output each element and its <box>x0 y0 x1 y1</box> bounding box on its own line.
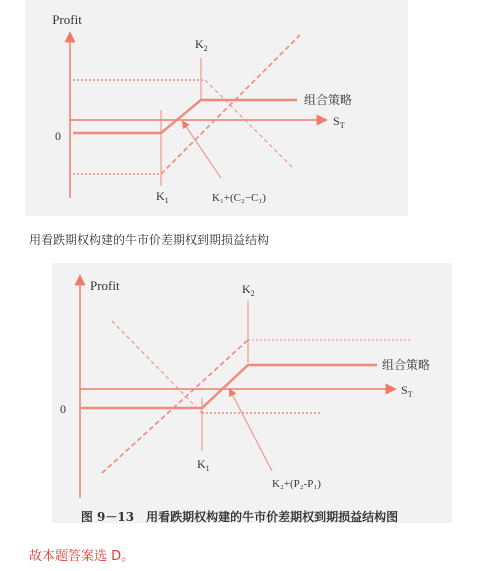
breakeven-label: K₁+(C₂−C₁) <box>212 192 266 204</box>
k2-label: $K_2$ <box>242 282 255 298</box>
zero-label: 0 <box>60 402 66 416</box>
breakeven-pointer <box>183 122 221 178</box>
zero-label: 0 <box>55 129 61 143</box>
payoff-diagram-1 <box>25 0 408 216</box>
long-put-diagonal <box>161 35 300 174</box>
diagram-1 <box>25 0 408 216</box>
caption-1: 用看跌期权构建的牛市价差期权到期损益结构 <box>29 233 270 247</box>
breakeven-label: K₂+(P₂-P₁) <box>272 478 321 490</box>
strategy-label: 组合策略 <box>304 93 353 107</box>
strategy-payoff-line <box>73 100 297 133</box>
y-axis-label: Profit <box>90 278 120 293</box>
k2-label: $K_2$ <box>195 37 208 53</box>
strategy-label: 组合策略 <box>382 358 431 372</box>
k1-label: $K_1$ <box>197 457 210 473</box>
x-axis-label: $S_T$ <box>401 383 413 399</box>
y-axis-label: Profit <box>52 12 82 27</box>
breakeven-pointer <box>230 390 272 471</box>
short-put-diagonal <box>205 80 293 168</box>
answer-text: 故本题答案选 D。 <box>29 549 135 564</box>
long-put-diagonal <box>112 321 202 413</box>
diagram-2 <box>52 263 452 523</box>
caption-2: 图 9－13 用看跌期权构建的牛市价差期权到期损益结构图 <box>80 510 399 524</box>
payoff-diagram-2 <box>52 263 452 523</box>
x-axis-label: $S_T$ <box>333 114 345 130</box>
k1-label: $K_1$ <box>156 189 169 205</box>
short-put-diagonal <box>102 340 248 473</box>
strategy-payoff-line <box>80 365 377 408</box>
